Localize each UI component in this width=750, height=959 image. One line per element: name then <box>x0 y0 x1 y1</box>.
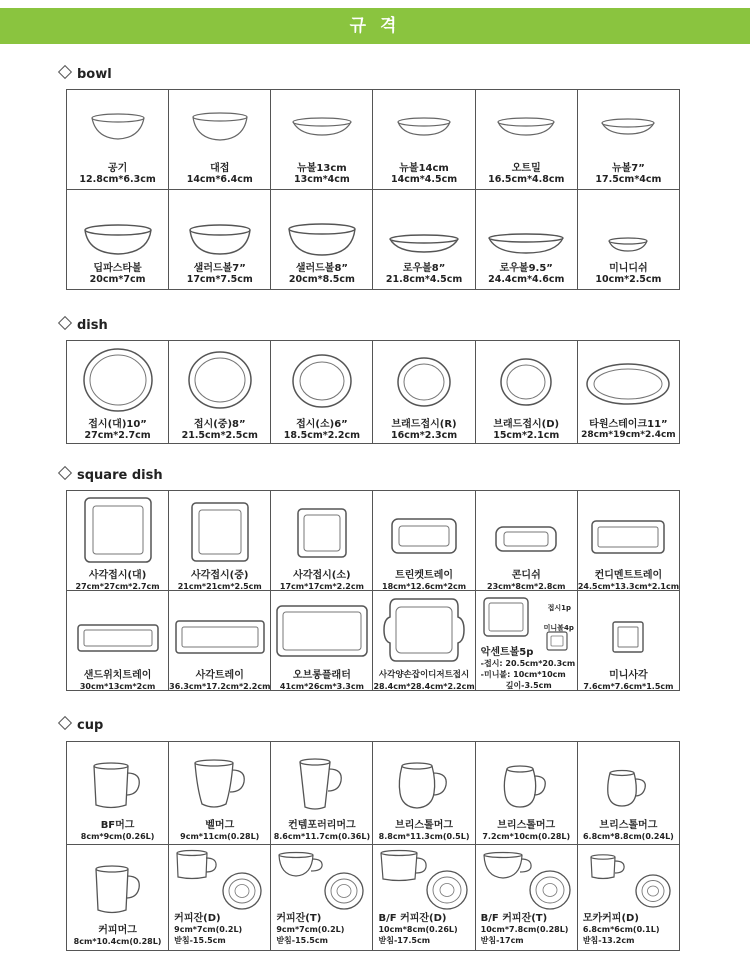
bowl-cell: 로우볼8” 21.8cm*4.5cm <box>373 190 475 290</box>
tray-icon <box>373 511 474 561</box>
mug-icon <box>578 762 679 816</box>
accent-plate-tag: 접시1p <box>547 604 572 612</box>
bowl-cell: 뉴볼14cm 14cm*4.5cm <box>373 90 475 190</box>
accent-plate-icon <box>482 596 530 642</box>
coffee-cup-icon <box>174 849 220 885</box>
saucer-icon <box>323 871 365 915</box>
cup-cell: 브리스톨머그 8.8cm*11.3cm(0.5L) <box>373 742 475 845</box>
saucer-icon <box>528 869 572 915</box>
cup-cell: B/F 커피잔(D) 10cm*8cm(0.26L) 받침-17.5cm <box>373 845 475 951</box>
bowl-icon <box>578 96 679 158</box>
cup-cell: 모카커피(D) 6.8cm*6cm(0.1L) 받침-13.2cm <box>578 845 680 951</box>
cup-cell: 벨머그 9cm*11cm(0.28L) <box>169 742 271 845</box>
bowl-icon <box>373 226 474 262</box>
dish-cell: 브래드접시(D) 15cm*2.1cm <box>476 341 578 444</box>
square-cell: 샌드위치트레이 30cm*13cm*2cm <box>67 591 169 691</box>
accent-minibowl-tag: 미니볼4p <box>543 624 574 632</box>
saucer-icon <box>425 869 469 915</box>
square-cell: 접시1p 미니볼4p 악센트볼5p -접시: 20.5cm*20.3cm -미니볼: 10cm*10cm 깊이-3.5cm <box>476 591 578 691</box>
section-title-dish: dish <box>60 318 108 333</box>
banner-title: 규 격 <box>349 16 401 36</box>
square-cell: 트린켓트레이 18cm*12.6cm*2cm <box>373 491 475 591</box>
coffee-cup-icon <box>481 851 535 885</box>
cup-cell: 브리스톨머그 6.8cm*8.8cm(0.24L) <box>578 742 680 845</box>
square-plate-icon <box>67 495 168 565</box>
diamond-icon <box>58 716 72 730</box>
plate-icon <box>169 347 270 413</box>
dish-cell: 브래드접시(R) 16cm*2.3cm <box>373 341 475 444</box>
square-cell: 사각트레이 36.3cm*17.2cm*2.2cm <box>169 591 271 691</box>
square-cell: 오브롱플래터 41cm*26cm*3.3cm <box>271 591 373 691</box>
plate-icon <box>67 345 168 415</box>
bowl-icon <box>476 96 577 158</box>
cup-cell: BF머그 8cm*9cm(0.26L) <box>67 742 169 845</box>
tray-icon <box>476 519 577 559</box>
saucer-icon <box>221 871 263 915</box>
cup-cell: 커피잔(T) 9cm*7cm(0.2L) 받침-15.5cm <box>271 845 373 951</box>
bowl-icon <box>169 218 270 262</box>
platter-icon <box>271 603 372 659</box>
bowl-cell: 딥파스타볼 20cm*7cm <box>67 190 169 290</box>
bowl-cell: 뉴볼13cm 13cm*4cm <box>271 90 373 190</box>
mug-icon <box>271 754 372 816</box>
coffee-cup-icon <box>276 851 326 883</box>
cup-grid <box>66 741 680 951</box>
bowl-icon <box>271 218 372 262</box>
bowl-icon <box>169 96 270 158</box>
plate-icon <box>271 349 372 413</box>
cup-cell: 컨템포러리머그 8.6cm*11.7cm(0.36L) <box>271 742 373 845</box>
coffee-cup-icon <box>378 849 430 887</box>
dish-cell: 타원스테이크11” 28cm*19cm*2.4cm <box>578 341 680 444</box>
bowl-icon <box>67 96 168 158</box>
tray-icon <box>578 515 679 559</box>
square-plate-icon <box>169 499 270 565</box>
diamond-icon <box>58 316 72 330</box>
bowl-icon <box>67 218 168 262</box>
bowl-icon <box>271 96 372 158</box>
saucer-icon <box>634 873 672 913</box>
square-cell: 컨디멘트트레이 24.5cm*13.3cm*2.1cm <box>578 491 680 591</box>
handle-dish-icon <box>373 595 474 665</box>
square-cell: 사각접시(소) 17cm*17cm*2.2cm <box>271 491 373 591</box>
square-cell: 콘디쉬 23cm*8cm*2.8cm <box>476 491 578 591</box>
dish-grid <box>66 340 680 444</box>
bowl-icon <box>578 230 679 260</box>
plate-icon <box>373 353 474 411</box>
cup-cell: 커피머그 8cm*10.4cm(0.28L) <box>67 845 169 951</box>
oval-plate-icon <box>578 357 679 411</box>
coffee-cup-icon <box>588 853 628 885</box>
cup-cell: B/F 커피잔(T) 10cm*7.8cm(0.28L) 받침-17cm <box>476 845 578 951</box>
section-title-bowl: bowl <box>60 67 112 82</box>
bowl-cell: 샐러드볼7” 17cm*7.5cm <box>169 190 271 290</box>
mug-icon <box>67 859 168 921</box>
bowl-cell: 공기 12.8cm*6.3cm <box>67 90 169 190</box>
plate-icon <box>476 353 577 411</box>
mug-icon <box>476 758 577 816</box>
mug-icon <box>67 756 168 816</box>
square-cell: 사각양손잡이디저트접시 28.4cm*28.4cm*2.2cm <box>373 591 475 691</box>
square-cell: 사각접시(중) 21cm*21cm*2.5cm <box>169 491 271 591</box>
dish-cell: 접시(중)8” 21.5cm*2.5cm <box>169 341 271 444</box>
mug-icon <box>169 754 270 816</box>
bowl-cell: 뉴볼7” 17.5cm*4cm <box>578 90 680 190</box>
bowl-icon <box>476 226 577 262</box>
square-cell: 미니사각 7.6cm*7.6cm*1.5cm <box>578 591 680 691</box>
cup-cell: 브리스톨머그 7.2cm*10cm(0.28L) <box>476 742 578 845</box>
spec-banner <box>0 8 750 44</box>
mini-square-icon <box>578 617 679 657</box>
bowl-icon <box>373 96 474 158</box>
diamond-icon <box>58 466 72 480</box>
dish-cell: 접시(소)6” 18.5cm*2.2cm <box>271 341 373 444</box>
bowl-cell: 대접 14cm*6.4cm <box>169 90 271 190</box>
square-cell: 사각접시(대) 27cm*27cm*2.7cm <box>67 491 169 591</box>
section-title-cup: cup <box>60 718 103 733</box>
dish-cell: 접시(대)10” 27cm*2.7cm <box>67 341 169 444</box>
bowl-cell: 샐러드볼8” 20cm*8.5cm <box>271 190 373 290</box>
section-title-square: square dish <box>60 468 163 483</box>
tray-icon <box>67 617 168 659</box>
cup-cell: 커피잔(D) 9cm*7cm(0.2L) 받침-15.5cm <box>169 845 271 951</box>
mug-icon <box>373 756 474 816</box>
square-grid <box>66 490 680 691</box>
diamond-icon <box>58 65 72 79</box>
square-plate-icon <box>271 503 372 563</box>
bowl-cell: 오트밀 16.5cm*4.8cm <box>476 90 578 190</box>
bowl-cell: 미니디쉬 10cm*2.5cm <box>578 190 680 290</box>
bowl-cell: 로우볼9.5” 24.4cm*4.6cm <box>476 190 578 290</box>
bowl-grid <box>66 89 680 290</box>
tray-icon <box>169 613 270 661</box>
